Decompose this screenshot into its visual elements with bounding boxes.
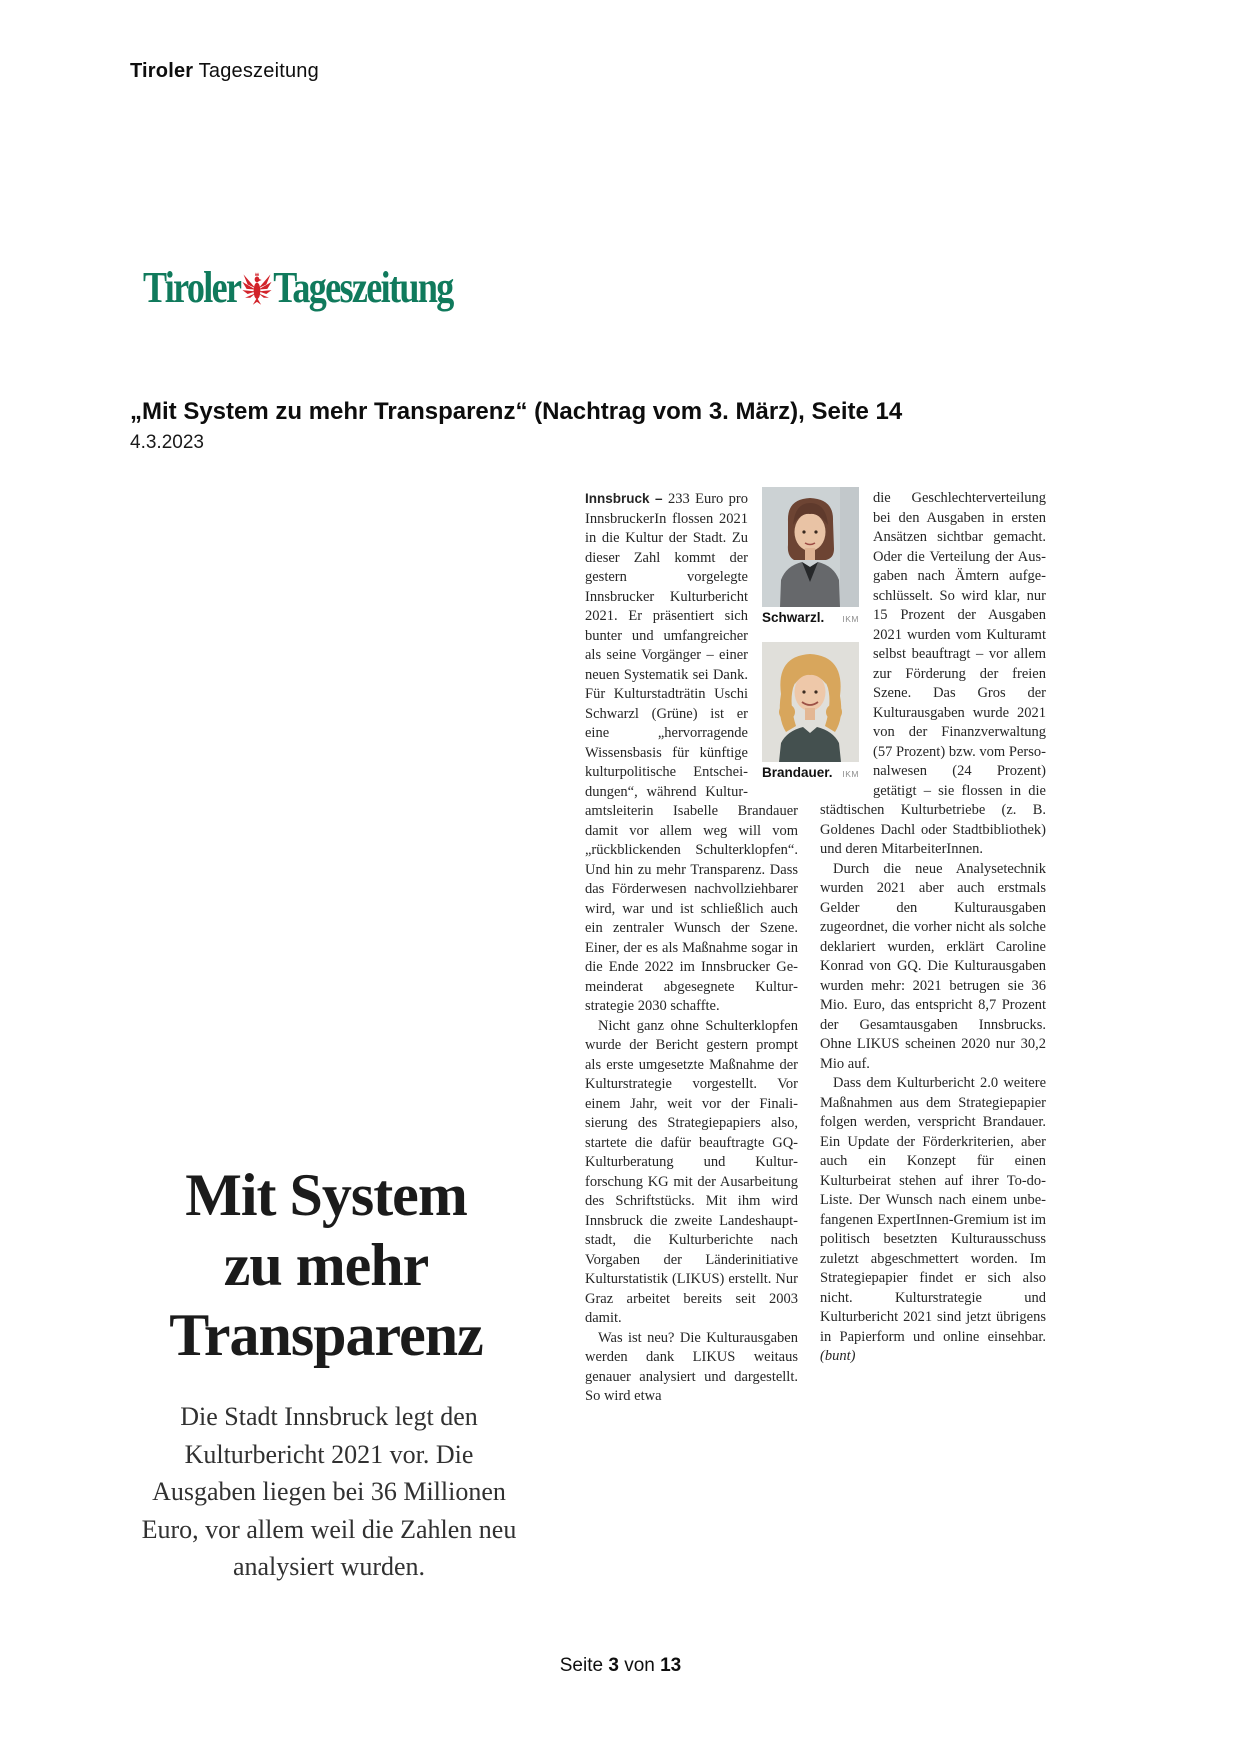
article-column-right [820, 489, 1046, 1367]
paragraph-text: 233 Euro pro InnsbruckerIn flossen 2021 in die Kultur der Stadt. Zu dieser Zahl kommt der gestern vorgelegte Innsbrucker Kulturbericht 2021. Er präsentiert sich bunter und umfangreicher als seine Vorgänger – einer neuen Systematik sei Dank. Für Kulturstadträtin Uschi Schwarzl (Grüne) ist er eine „hervorragende Wissensbasis für künftige kulturpolitische Entscheidungen“, während Kulturamtsleiterin Isabelle Brandauer damit vor allem weg will vom „rückblickenden Schulterklopfen“. Und hin zu mehr Transparenz. Dass das Förderwesen nachvollziehbarer wird, war und ist schließlich auch ein zentraler Wunsch der Szene. Einer, der es als Maßnahme sogar in die Ende 2022 im Innsbrucker Gemeinderat abgesegnete Kulturstrategie 2030 schaffte. [585, 491, 798, 1014]
clipping-date: 4.3.2023 [130, 432, 204, 453]
paragraph: Durch die neue Analysetechnik wurden 2021 aber auch erstmals Gelder den Kulturausgaben zugeordnet, die vorher nicht als solche deklariert wurden, erklärt Caroline Konrad von GQ. Die Kulturausgaben wurden mehr: 2021 betrugen sie 36 Mio. Euro, das entspricht 8,7 Prozent der Gesamtausgaben Innsbrucks. Ohne LIKUS scheinen 2020 nur 30,2 Mio auf. [820, 860, 1046, 1072]
headline-line-1: Mit System [185, 1162, 467, 1228]
logo-wordmark-left: Tiroler [143, 263, 241, 312]
photo-wrap-spacer [820, 489, 873, 790]
logo-wordmark-right: Tageszeitung [273, 263, 453, 312]
photo-credit: IKM [842, 769, 859, 779]
photo-credit: IKM [842, 614, 859, 624]
article-headline [132, 1160, 520, 1370]
photo-caption: Brandauer. [762, 765, 833, 780]
paragraph-text: Dass dem Kulturbericht 2.0 weitere Maßnahmen aus dem Strategiepapier folgen werden, verspricht Brandauer. Ein Update der Förderkriterien, aber auch ein Konzept für einen Kulturbeirat stehen auf ihrer To-do-Liste. Der Wunsch nach einem unbefangenen ExpertInnen-Gremium ist im politisch besetzten Kulturausschuss zuletzt abgeschmettert worden. Im Strategiepapier findet er sich also nicht. Kulturstrategie und Kulturbericht 2021 sind jetzt übrigens in Papierform und online einsehbar. [820, 1075, 1046, 1345]
doc-header-brand [130, 60, 319, 83]
headline-line-2: zu mehr [223, 1232, 429, 1298]
paragraph: Nicht ganz ohne Schulterklopfen wurde der Bericht gestern prompt als erste umgesetzte Maßnahme der Kulturstrategie vorgestellt. Vor einem Jahr, weit vor der Finalisierung des Strategiepapiers also, startete die dafür beauftragte GQ-Kulturberatung und Kulturforschung KG mit der Ausarbeitung des Schriftstücks. Mit ihm wird Innsbruck die zweite Landeshauptstadt, die Kulturberichte nach Vorgaben der Länderinitiative Kulturstatistik (LIKUS) erstellt. Nur Graz arbeitet bereits seit 2003 damit. [585, 1017, 798, 1326]
paragraph [820, 1074, 1046, 1367]
headline-line-3: Transparenz [169, 1302, 483, 1368]
brand-name-rest: Tageszeitung [193, 60, 319, 82]
page-footer [0, 1655, 1241, 1677]
paragraph: Was ist neu? Die Kulturausgaben werden dank LIKUS weitaus genauer analysiert und dargestellt. So wird etwa [585, 1329, 798, 1404]
paragraph: die Geschlechterverteilung bei den Ausgaben in ersten Ansätzen sichtbar gemacht. Oder die Verteilung der Ausgaben nach Ämtern aufgeschlüsselt. So wird klar, nur 15 Prozent der Ausgaben 2021 wurden vom Kulturamt selbst beauftragt – vor allem zur Förderung der freien Szene. Das Gros der Kulturausgaben wurde 2021 von der Finanzverwaltung (57 Prozent) bzw. vom Personalwesen (24 Prozent) getätigt – sie flossen in die städtischen Kulturbetriebe (z. B. Goldenes Dachl oder Stadtbibliothek) und deren MitarbeiterInnen. [820, 490, 1046, 857]
footer-label-page: Seite [559, 1655, 604, 1676]
dateline-lead-in: Innsbruck – [585, 491, 663, 506]
article-standfirst: Die Stadt Innsbruck legt den Kulturbericht 2021 vor. Die Ausgaben liegen bei 36 Millionen Euro, vor allem weil die Zahlen neu analysiert wurden. [141, 1402, 517, 1581]
clipping-title: „Mit System zu mehr Transparenz“ (Nachtrag vom 3. März), Seite 14 [130, 398, 903, 425]
newspaper-masthead-logo [143, 262, 453, 314]
photo-caption: Schwarzl. [762, 610, 825, 625]
author-signature: (bunt) [820, 1348, 856, 1364]
footer-total-pages: 13 [660, 1655, 682, 1676]
tyrolean-eagle-icon [241, 295, 272, 312]
footer-current-page: 3 [608, 1655, 619, 1676]
footer-label-of: von [624, 1655, 655, 1676]
brand-name-bold: Tiroler [130, 60, 194, 82]
